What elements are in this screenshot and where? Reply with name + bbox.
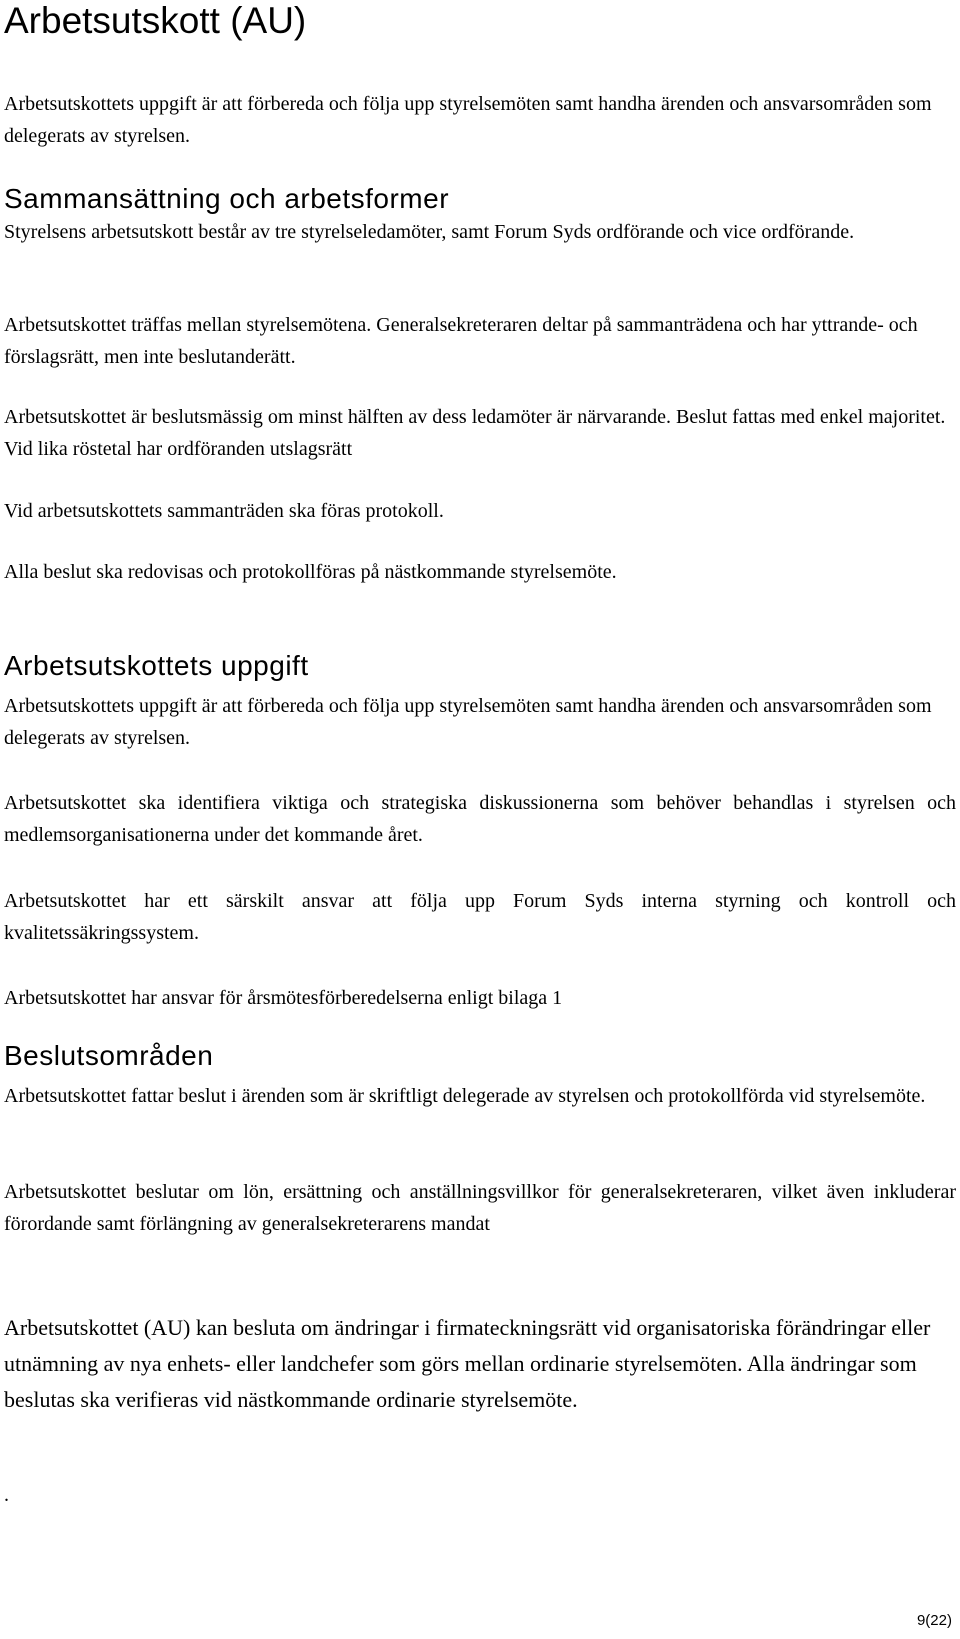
decision-paragraph-3: Arbetsutskottet (AU) kan besluta om ändringar i firmateckningsrätt vid organisatoriska förändringar eller utnämning av nya enhets- eller landchefer som görs mellan ordinarie styrelsemöten. Alla ändringar som beslutas ska verifieras vid nästkommande ordinarie styrelsemöte. xyxy=(4,1315,931,1412)
page-number: 9(22) xyxy=(916,1612,952,1629)
composition-paragraph-2 xyxy=(4,309,956,373)
section-heading-decision-areas: Beslutsområden xyxy=(4,1040,214,1071)
trailing-dot: . xyxy=(4,1484,9,1506)
section-heading-composition: Sammansättning och arbetsformer xyxy=(4,183,450,214)
composition-paragraph-2-text: Arbetsutskottet träffas mellan styrelsemötena. Generalsekreteraren deltar på sammanträdena och har yttrande- och förslagsrätt, men inte beslutanderätt. xyxy=(4,314,918,368)
tasks-paragraph-2: Arbetsutskottet ska identifiera viktiga och strategiska diskussionerna som behöver behandlas i styrelsen och medlemsorganisationerna under det kommande året. xyxy=(4,792,956,846)
tasks-paragraph-1: Arbetsutskottets uppgift är att förbereda och följa upp styrelsemöten samt handha ärenden och ansvarsområden som delegerats av styrelsen. xyxy=(4,695,932,749)
composition-paragraph-3: Arbetsutskottet är beslutsmässig om minst hälften av dess ledamöter är närvarande. Beslut fattas med enkel majoritet. Vid lika röstetal har ordföranden utslagsrätt xyxy=(4,406,946,460)
composition-paragraph-1: Styrelsens arbetsutskott består av tre styrelseledamöter, samt Forum Syds ordförande och vice ordförande. xyxy=(4,221,855,243)
section-heading-tasks: Arbetsutskottets uppgift xyxy=(4,650,309,681)
decision-paragraph-1: Arbetsutskottet fattar beslut i ärenden som är skriftligt delegerade av styrelsen och protokollförda vid styrelsemöte. xyxy=(4,1085,926,1107)
tasks-paragraph-3: Arbetsutskottet har ett särskilt ansvar att följa upp Forum Syds interna styrning och kontroll och kvalitetssäkringssystem. xyxy=(4,890,956,944)
tasks-paragraph-4: Arbetsutskottet har ansvar för årsmötesförberedelserna enligt bilaga 1 xyxy=(4,987,563,1009)
intro-paragraph: Arbetsutskottets uppgift är att förbereda och följa upp styrelsemöten samt handha ärenden och ansvarsområden som delegerats av styrelsen. xyxy=(4,93,932,147)
decision-paragraph-2: Arbetsutskottet beslutar om lön, ersättning och anställningsvillkor för generalsekreteraren, vilket även inkluderar förordande samt förlängning av generalsekreterarens mandat xyxy=(4,1181,956,1235)
composition-paragraph-4: Vid arbetsutskottets sammanträden ska föras protokoll. xyxy=(4,500,444,522)
composition-paragraph-5: Alla beslut ska redovisas och protokollföras på nästkommande styrelsemöte. xyxy=(4,561,617,583)
page-title: Arbetsutskott (AU) xyxy=(4,0,307,41)
